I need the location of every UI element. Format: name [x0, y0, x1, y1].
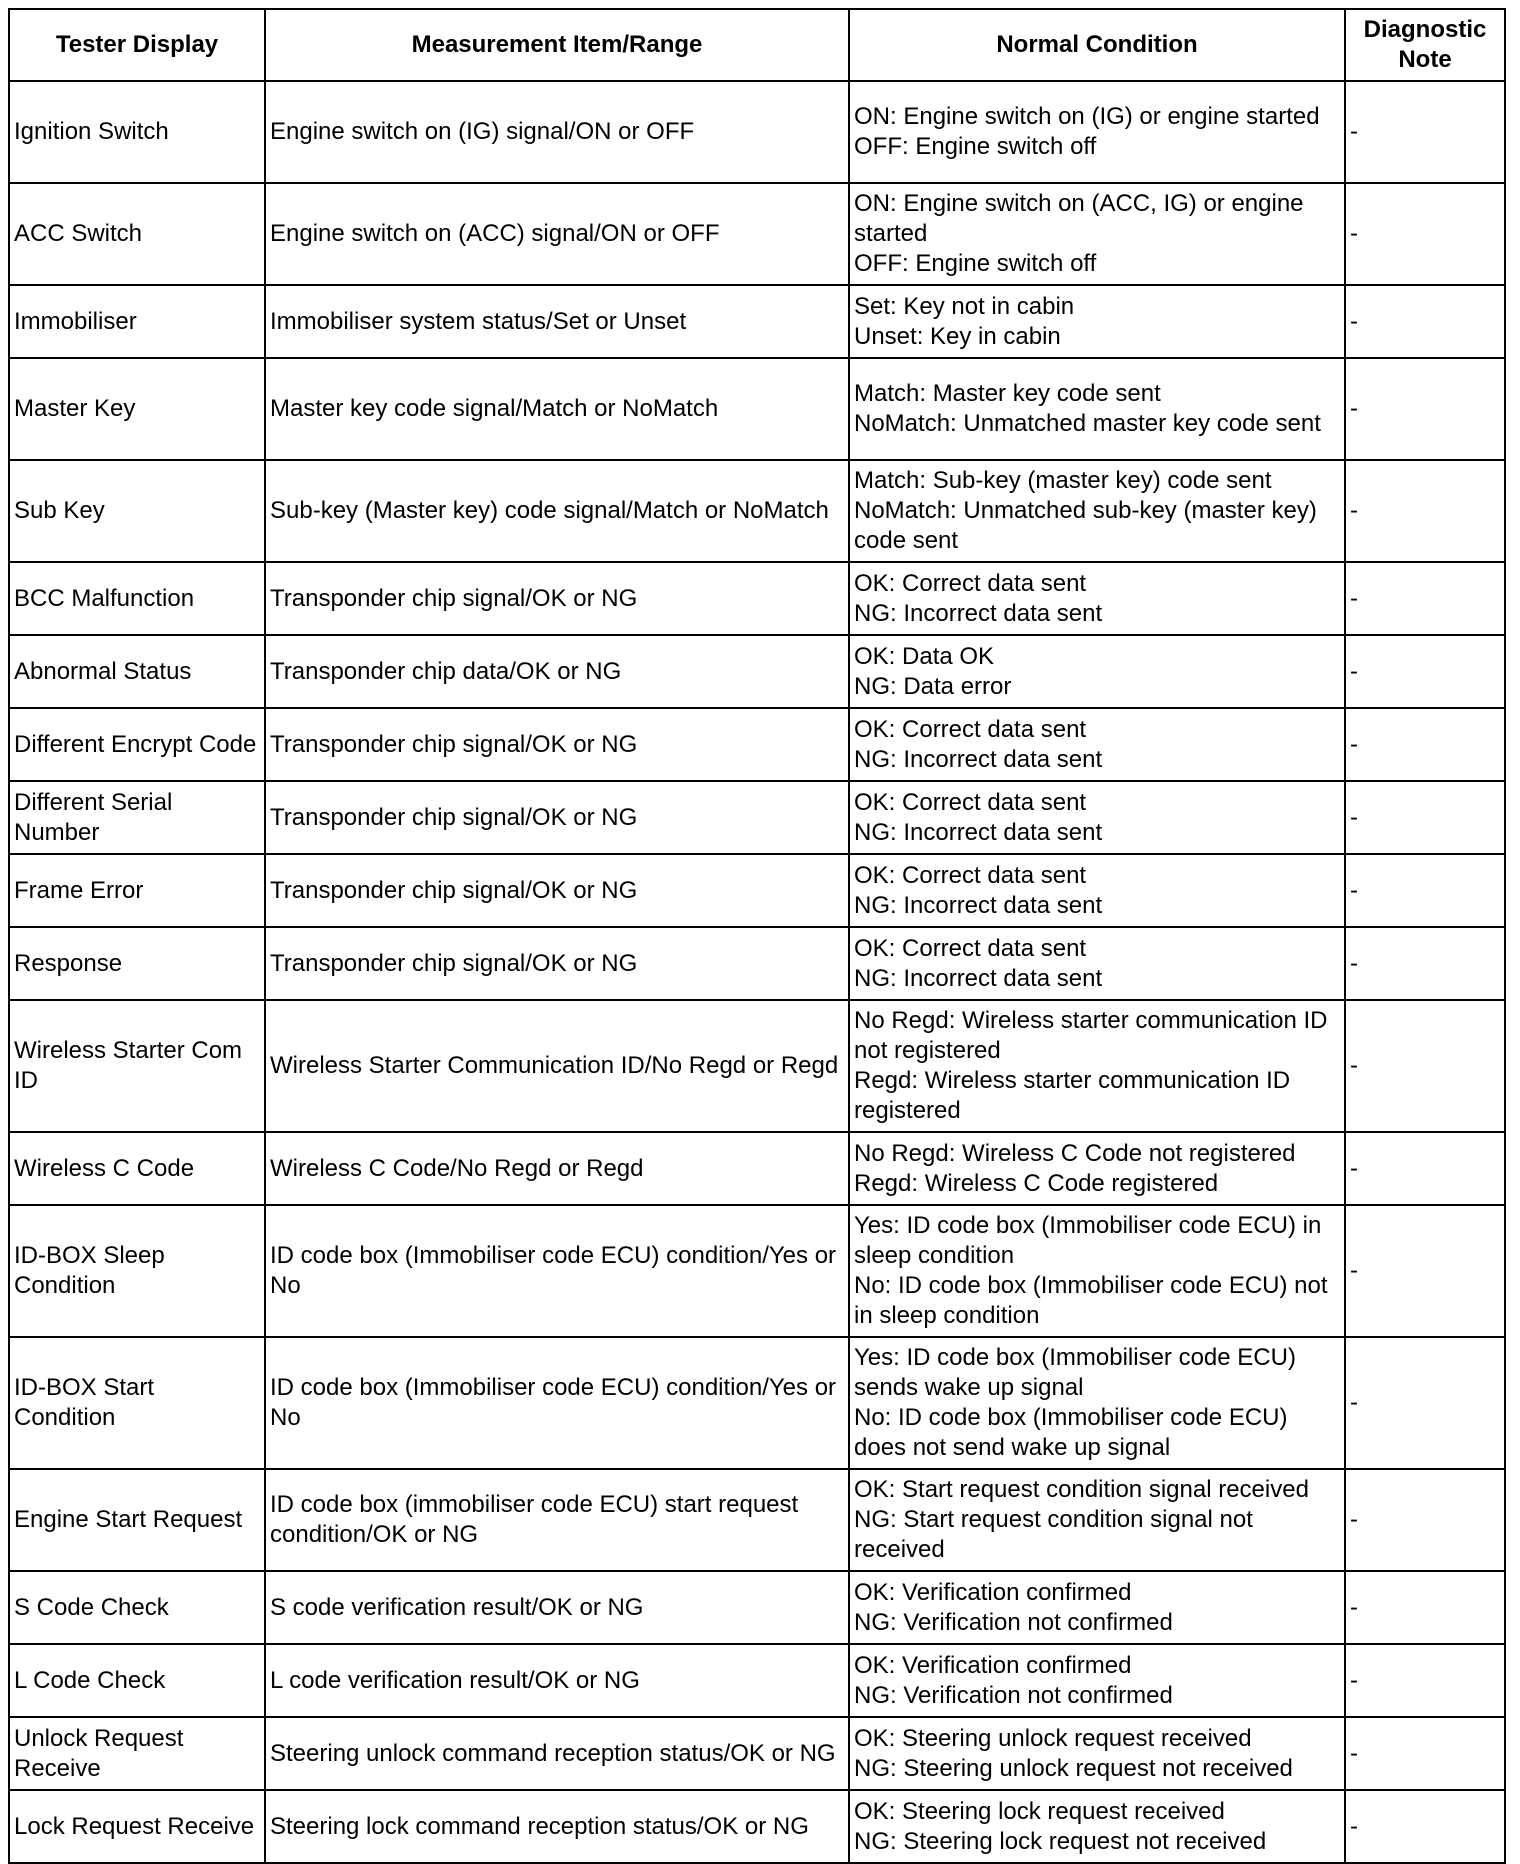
normal-condition-cell: OK: Correct data sent NG: Incorrect data sent — [849, 708, 1345, 781]
tester-display-cell: Master Key — [9, 358, 265, 460]
diagnostic-data-table — [8, 8, 1506, 1864]
diagnostic-note-cell: - — [1345, 1132, 1505, 1205]
measurement-cell: Transponder chip data/OK or NG — [265, 635, 849, 708]
measurement-cell: ID code box (Immobiliser code ECU) condition/Yes or No — [265, 1205, 849, 1337]
measurement-cell: Transponder chip signal/OK or NG — [265, 562, 849, 635]
tester-display-cell: BCC Malfunction — [9, 562, 265, 635]
diagnostic-note-cell: - — [1345, 854, 1505, 927]
tester-display-cell: ID-BOX Sleep Condition — [9, 1205, 265, 1337]
normal-condition-cell: ON: Engine switch on (ACC, IG) or engine started OFF: Engine switch off — [849, 183, 1345, 285]
tester-display-cell: Sub Key — [9, 460, 265, 562]
tester-display-cell: Different Serial Number — [9, 781, 265, 854]
header-diagnostic-note: Diagnostic Note — [1345, 9, 1505, 81]
tester-display-cell: ID-BOX Start Condition — [9, 1337, 265, 1469]
table-row — [9, 1717, 1505, 1790]
measurement-cell: S code verification result/OK or NG — [265, 1571, 849, 1644]
measurement-cell: Steering lock command reception status/OK or NG — [265, 1790, 849, 1863]
tester-display-cell: Immobiliser — [9, 285, 265, 358]
diagnostic-note-cell: - — [1345, 1205, 1505, 1337]
table-row — [9, 1571, 1505, 1644]
measurement-cell: Wireless Starter Communication ID/No Regd or Regd — [265, 1000, 849, 1132]
tester-display-cell: ACC Switch — [9, 183, 265, 285]
normal-condition-cell: ON: Engine switch on (IG) or engine started OFF: Engine switch off — [849, 81, 1345, 183]
normal-condition-cell: OK: Verification confirmed NG: Verification not confirmed — [849, 1644, 1345, 1717]
normal-condition-cell: Match: Sub-key (master key) code sent NoMatch: Unmatched sub-key (master key) code sent — [849, 460, 1345, 562]
normal-condition-cell: OK: Correct data sent NG: Incorrect data sent — [849, 781, 1345, 854]
tester-display-cell: Wireless C Code — [9, 1132, 265, 1205]
normal-condition-cell: OK: Correct data sent NG: Incorrect data sent — [849, 927, 1345, 1000]
tester-display-cell: Wireless Starter Com ID — [9, 1000, 265, 1132]
diagnostic-note-cell: - — [1345, 927, 1505, 1000]
header-tester-display: Tester Display — [9, 9, 265, 81]
table-row — [9, 460, 1505, 562]
measurement-cell: Immobiliser system status/Set or Unset — [265, 285, 849, 358]
table-row — [9, 781, 1505, 854]
normal-condition-cell: OK: Steering lock request received NG: Steering lock request not received — [849, 1790, 1345, 1863]
table-row — [9, 358, 1505, 460]
table-row — [9, 708, 1505, 781]
tester-display-cell: Unlock Request Receive — [9, 1717, 265, 1790]
header-row — [9, 9, 1505, 81]
tester-display-cell: Lock Request Receive — [9, 1790, 265, 1863]
diagnostic-note-cell: - — [1345, 1790, 1505, 1863]
table-row — [9, 927, 1505, 1000]
tester-display-cell: S Code Check — [9, 1571, 265, 1644]
table-row — [9, 1790, 1505, 1863]
normal-condition-cell: Set: Key not in cabin Unset: Key in cabin — [849, 285, 1345, 358]
measurement-cell: Engine switch on (ACC) signal/ON or OFF — [265, 183, 849, 285]
normal-condition-cell: OK: Data OK NG: Data error — [849, 635, 1345, 708]
table-row — [9, 183, 1505, 285]
diagnostic-note-cell: - — [1345, 562, 1505, 635]
measurement-cell: Wireless C Code/No Regd or Regd — [265, 1132, 849, 1205]
measurement-cell: ID code box (Immobiliser code ECU) condition/Yes or No — [265, 1337, 849, 1469]
normal-condition-cell: Yes: ID code box (Immobiliser code ECU) in sleep condition No: ID code box (Immobiliser code ECU) not in sleep condition — [849, 1205, 1345, 1337]
tester-display-cell: Ignition Switch — [9, 81, 265, 183]
tester-display-cell: Different Encrypt Code — [9, 708, 265, 781]
header-measurement-item: Measurement Item/Range — [265, 9, 849, 81]
diagnostic-note-cell: - — [1345, 708, 1505, 781]
table-row — [9, 562, 1505, 635]
header-normal-condition: Normal Condition — [849, 9, 1345, 81]
measurement-cell: L code verification result/OK or NG — [265, 1644, 849, 1717]
diagnostic-note-cell: - — [1345, 781, 1505, 854]
tester-display-cell: Frame Error — [9, 854, 265, 927]
normal-condition-cell: OK: Start request condition signal received NG: Start request condition signal not received — [849, 1469, 1345, 1571]
diagnostic-note-cell: - — [1345, 358, 1505, 460]
measurement-cell: Transponder chip signal/OK or NG — [265, 781, 849, 854]
table-row — [9, 1205, 1505, 1337]
tester-display-cell: Response — [9, 927, 265, 1000]
table-row — [9, 1132, 1505, 1205]
diagnostic-note-cell: - — [1345, 460, 1505, 562]
diagnostic-note-cell: - — [1345, 183, 1505, 285]
normal-condition-cell: Match: Master key code sent NoMatch: Unmatched master key code sent — [849, 358, 1345, 460]
tester-display-cell: Abnormal Status — [9, 635, 265, 708]
diagnostic-note-cell: - — [1345, 285, 1505, 358]
tester-display-cell: L Code Check — [9, 1644, 265, 1717]
measurement-cell: Transponder chip signal/OK or NG — [265, 927, 849, 1000]
measurement-cell: Master key code signal/Match or NoMatch — [265, 358, 849, 460]
measurement-cell: ID code box (immobiliser code ECU) start request condition/OK or NG — [265, 1469, 849, 1571]
diagnostic-note-cell: - — [1345, 1337, 1505, 1469]
table-row — [9, 854, 1505, 927]
measurement-cell: Engine switch on (IG) signal/ON or OFF — [265, 81, 849, 183]
table-row — [9, 1337, 1505, 1469]
diagnostic-note-cell: - — [1345, 81, 1505, 183]
normal-condition-cell: No Regd: Wireless starter communication ID not registered Regd: Wireless starter communication ID registered — [849, 1000, 1345, 1132]
diagnostic-note-cell: - — [1345, 1469, 1505, 1571]
normal-condition-cell: OK: Verification confirmed NG: Verification not confirmed — [849, 1571, 1345, 1644]
table-row — [9, 81, 1505, 183]
table-row — [9, 1469, 1505, 1571]
measurement-cell: Steering unlock command reception status/OK or NG — [265, 1717, 849, 1790]
table-row — [9, 1644, 1505, 1717]
normal-condition-cell: OK: Correct data sent NG: Incorrect data sent — [849, 562, 1345, 635]
normal-condition-cell: OK: Correct data sent NG: Incorrect data sent — [849, 854, 1345, 927]
table-row — [9, 285, 1505, 358]
normal-condition-cell: No Regd: Wireless C Code not registered Regd: Wireless C Code registered — [849, 1132, 1345, 1205]
diagnostic-note-cell: - — [1345, 1717, 1505, 1790]
diagnostic-note-cell: - — [1345, 1644, 1505, 1717]
normal-condition-cell: OK: Steering unlock request received NG: Steering unlock request not received — [849, 1717, 1345, 1790]
measurement-cell: Transponder chip signal/OK or NG — [265, 708, 849, 781]
diagnostic-note-cell: - — [1345, 1571, 1505, 1644]
diagnostic-note-cell: - — [1345, 1000, 1505, 1132]
measurement-cell: Sub-key (Master key) code signal/Match or NoMatch — [265, 460, 849, 562]
measurement-cell: Transponder chip signal/OK or NG — [265, 854, 849, 927]
tester-display-cell: Engine Start Request — [9, 1469, 265, 1571]
table-row — [9, 635, 1505, 708]
table-row — [9, 1000, 1505, 1132]
normal-condition-cell: Yes: ID code box (Immobiliser code ECU) sends wake up signal No: ID code box (Immobiliser code ECU) does not send wake up signal — [849, 1337, 1345, 1469]
diagnostic-note-cell: - — [1345, 635, 1505, 708]
